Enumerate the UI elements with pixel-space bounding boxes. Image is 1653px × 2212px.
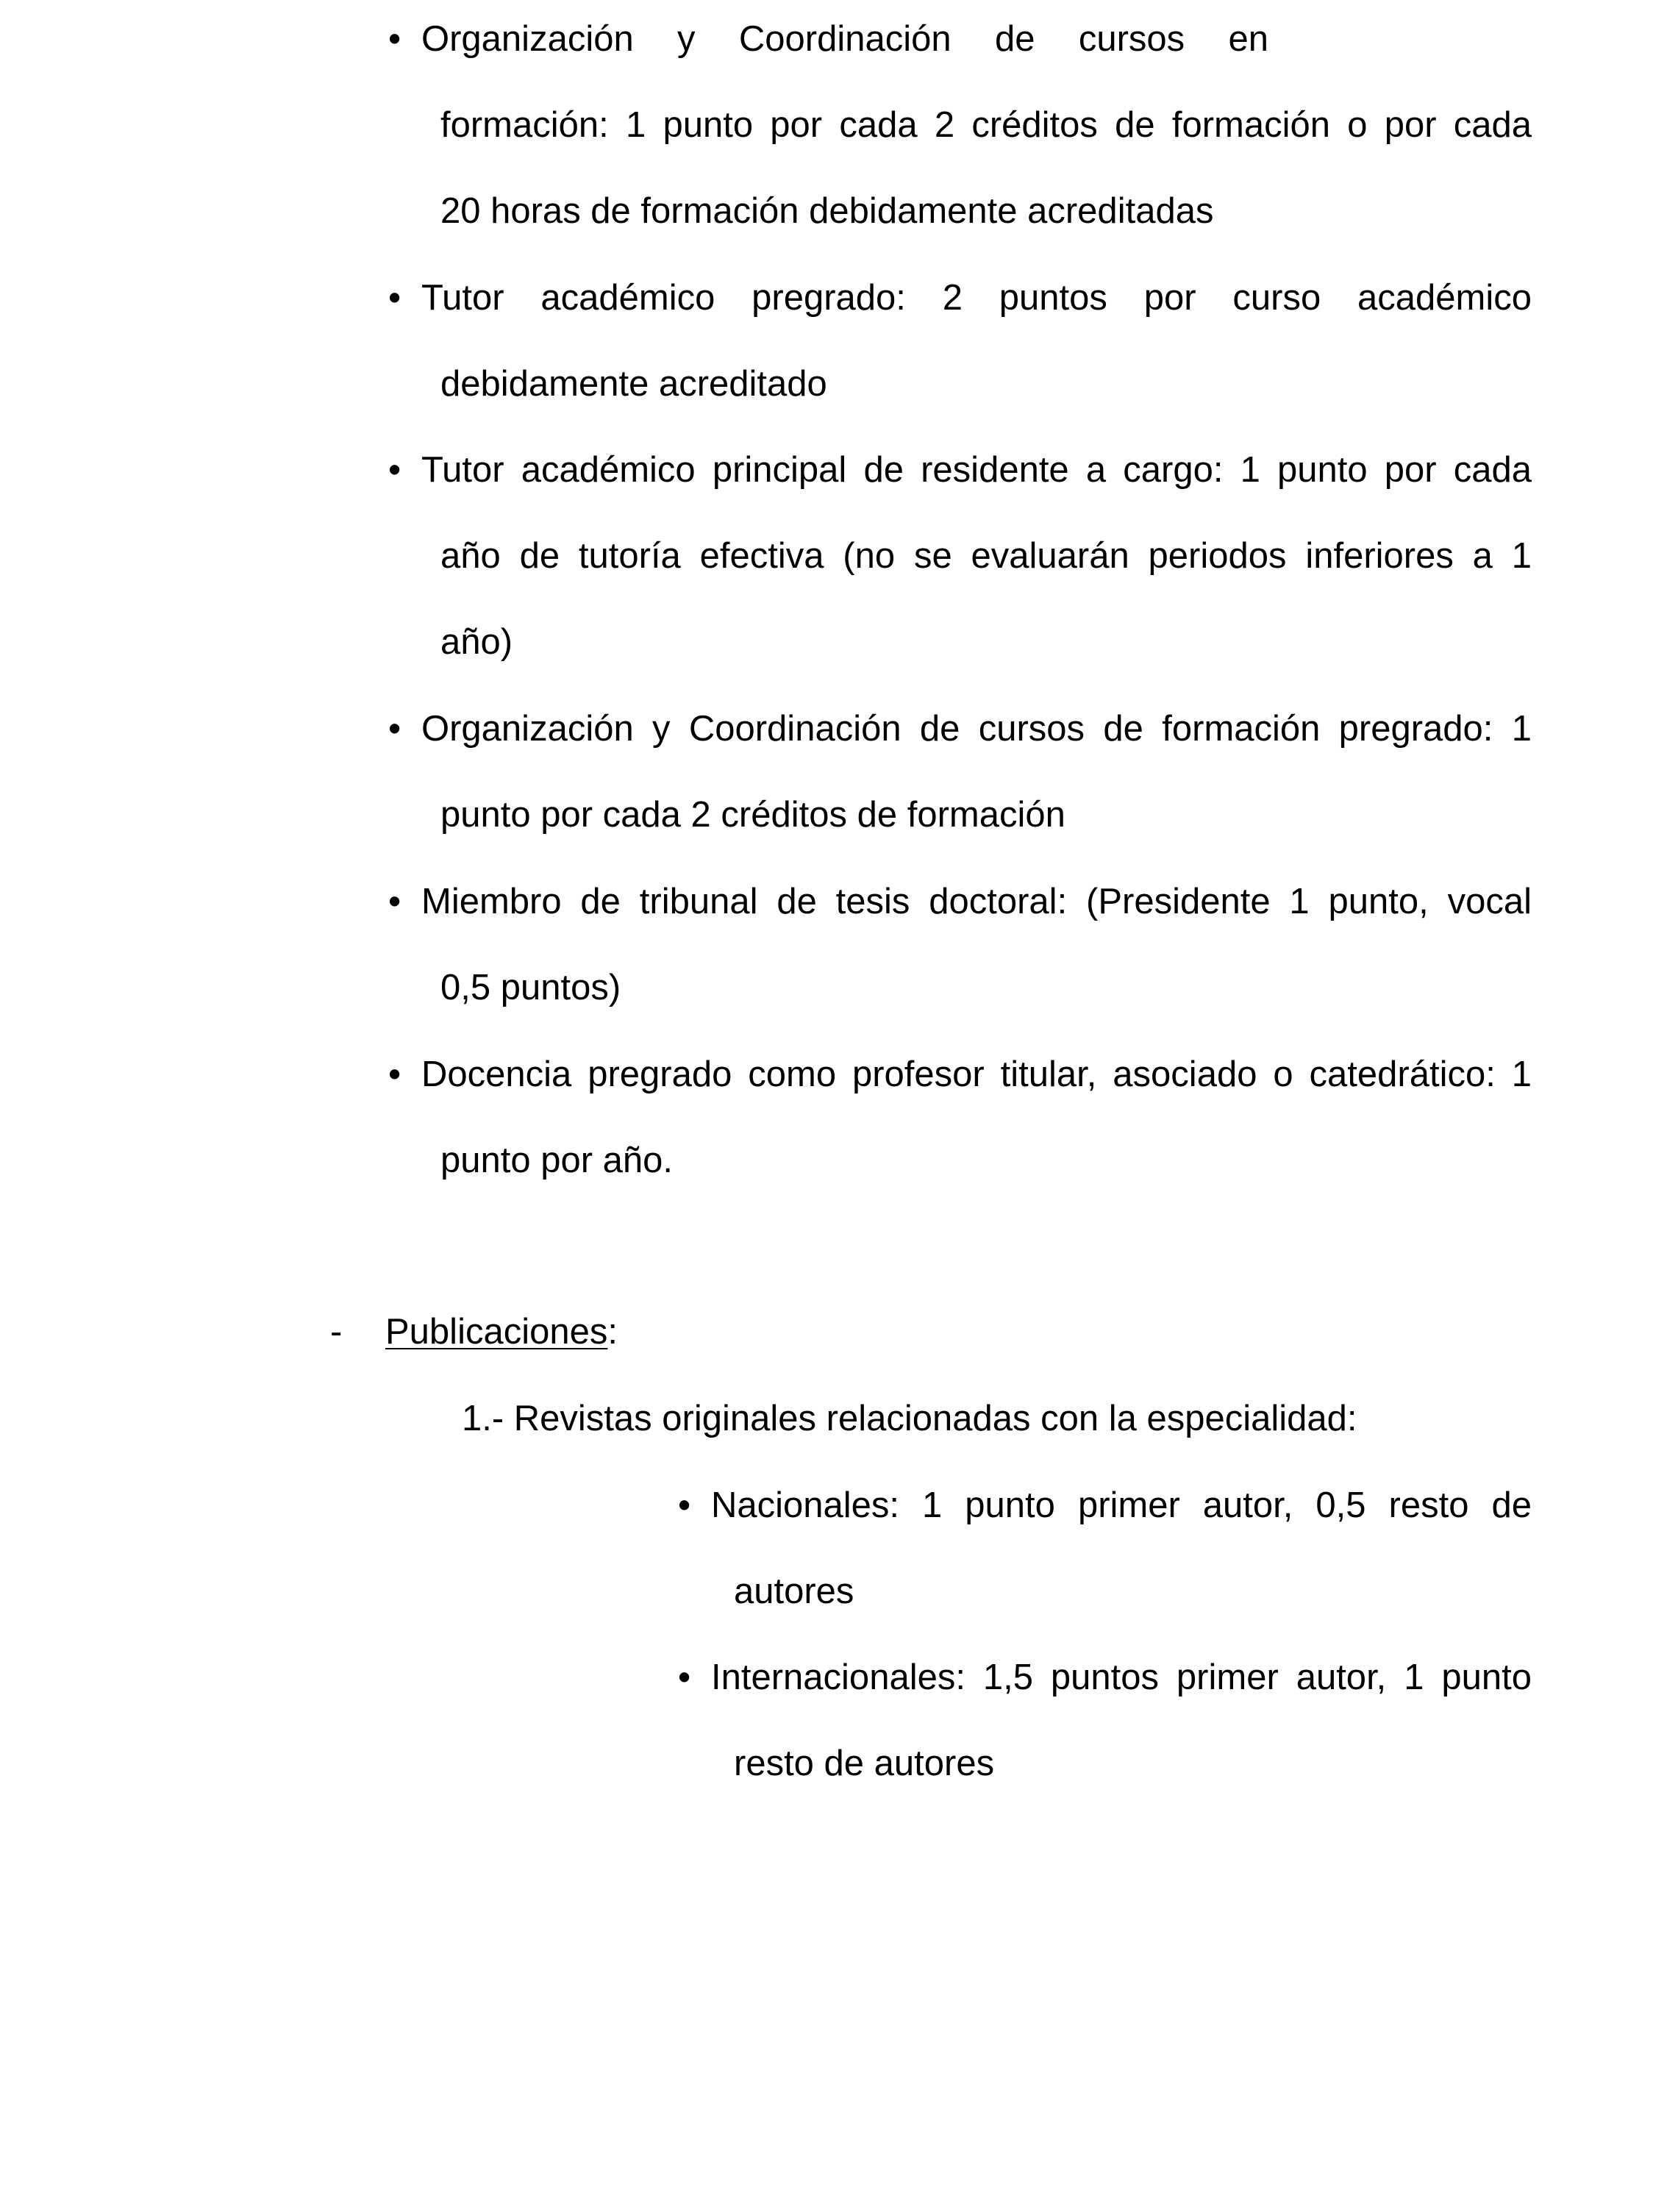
bullet-icon: • (388, 882, 401, 921)
item-3-line-3: año) (440, 622, 513, 662)
publicaciones-heading-text: Publicaciones (385, 1312, 608, 1352)
bullet-icon: • (678, 1485, 691, 1525)
pub-item-1-line-1: Nacionales: 1 punto primer autor, 0,5 resto de (711, 1485, 1532, 1525)
item-3-line-1: Tutor académico principal de residente a cargo: 1 punto por cada (421, 450, 1532, 490)
item-2-line-2: debidamente acreditado (440, 364, 827, 404)
bullet-icon: • (388, 450, 401, 490)
item-6-line-2: punto por año. (440, 1141, 674, 1180)
item-1-line-3: 20 horas de formación debidamente acreditadas (440, 191, 1214, 231)
pub-item-2-line-2: resto de autores (734, 1744, 995, 1783)
item-2-line-1: Tutor académico pregrado: 2 puntos por curso académico (421, 278, 1532, 318)
bullet-icon: • (678, 1658, 691, 1697)
publicaciones-heading-colon: : (607, 1312, 618, 1352)
pub-item-2-line-1: Internacionales: 1,5 puntos primer autor, 1 punto (711, 1658, 1532, 1697)
item-4-line-1: Organización y Coordinación de cursos de formación pregrado: 1 (421, 709, 1532, 749)
bullet-icon: • (388, 278, 401, 318)
section-dash: - (330, 1312, 343, 1352)
pub-item-1-line-2: autores (734, 1571, 854, 1611)
item-3-line-2: año de tutoría efectiva (no se evaluarán periodos inferiores a 1 (440, 536, 1532, 576)
item-1-line-1: Organización y Coordinación de cursos en (421, 19, 1268, 59)
item-5-line-2: 0,5 puntos) (440, 968, 621, 1007)
item-1-line-2: formación: 1 punto por cada 2 créditos de formación o por cada (440, 105, 1532, 145)
publicaciones-subheading: 1.- Revistas originales relacionadas con la especialidad: (462, 1399, 1357, 1438)
publicaciones-heading (385, 1311, 618, 1352)
bullet-icon: • (388, 1055, 401, 1094)
item-5-line-1: Miembro de tribunal de tesis doctoral: (Presidente 1 punto, vocal (421, 882, 1532, 921)
item-6-line-1: Docencia pregrado como profesor titular, asociado o catedrático: 1 (421, 1055, 1532, 1094)
bullet-icon: • (388, 709, 401, 749)
item-4-line-2: punto por cada 2 créditos de formación (440, 795, 1065, 835)
bullet-icon: • (388, 19, 401, 59)
